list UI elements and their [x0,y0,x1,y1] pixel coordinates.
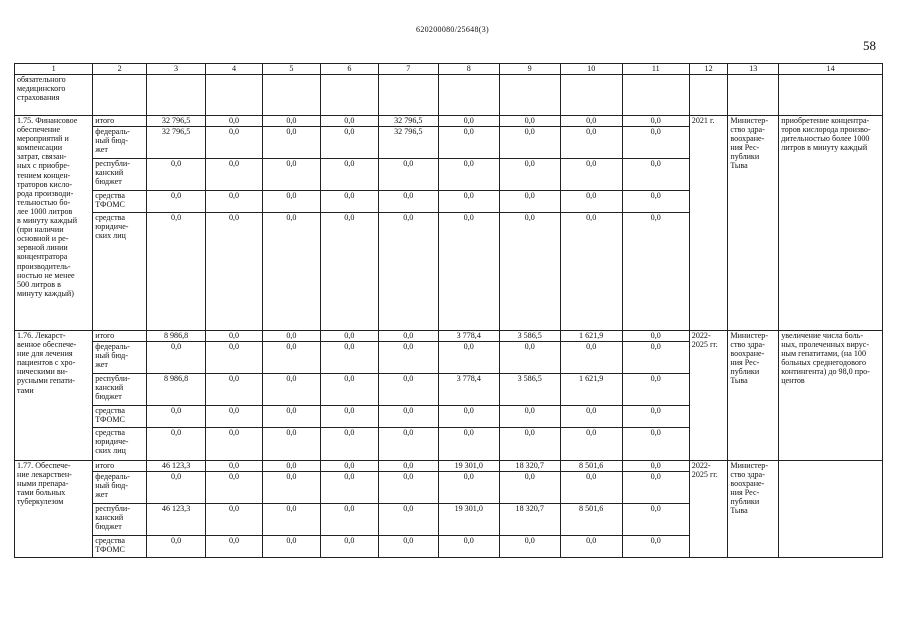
column-header-6: 6 [320,64,378,75]
amount-cell: 0,0 [622,472,689,504]
amount-cell: 0,0 [262,213,320,331]
amount-cell: 0,0 [320,159,378,191]
empty-cell [320,75,378,116]
amount-cell: 0,0 [378,461,438,472]
amount-cell: 0,0 [560,191,622,213]
amount-cell: 0,0 [262,127,320,159]
funding-source-cell: итого [93,116,147,127]
funding-source-cell: федераль- ный бюд- жет [93,342,147,374]
column-header-3: 3 [147,64,206,75]
amount-cell: 0,0 [320,127,378,159]
amount-cell: 0,0 [378,374,438,406]
expected-result-cell: увеличение числа боль- ных, пролеченных вирус- ным гепатитами, (на 100 больных среднегодового контингента) до 98,0 про- центов [779,331,883,461]
amount-cell: 0,0 [262,536,320,558]
amount-cell: 0,0 [378,342,438,374]
amount-cell: 0,0 [622,374,689,406]
empty-cell [438,75,499,116]
amount-cell: 0,0 [262,342,320,374]
amount-cell: 0,0 [438,428,499,461]
column-header-4: 4 [206,64,263,75]
amount-cell: 0,0 [206,504,263,536]
amount-cell: 0,0 [262,116,320,127]
table-body [15,64,883,558]
amount-cell: 0,0 [622,406,689,428]
amount-cell: 0,0 [378,406,438,428]
amount-cell: 0,0 [499,536,560,558]
funding-source-cell: средства ТФОМС [93,536,147,558]
amount-cell: 0,0 [206,461,263,472]
column-header-8: 8 [438,64,499,75]
amount-cell: 0,0 [560,472,622,504]
amount-cell: 0,0 [438,536,499,558]
amount-cell: 0,0 [560,536,622,558]
column-header-11: 11 [622,64,689,75]
amount-cell: 0,0 [320,331,378,342]
funding-source-cell: республи- канский бюджет [93,504,147,536]
amount-cell: 0,0 [147,536,206,558]
funding-source-cell: средства юридиче- ских лиц [93,428,147,461]
column-header-9: 9 [499,64,560,75]
column-header-7: 7 [378,64,438,75]
period-cell: 2021 г. [689,116,728,331]
amount-cell: 0,0 [499,428,560,461]
amount-cell: 19 301,0 [438,461,499,472]
amount-cell: 0,0 [560,127,622,159]
amount-cell: 3 586,5 [499,374,560,406]
amount-cell: 0,0 [262,504,320,536]
amount-cell: 8 501,6 [560,504,622,536]
amount-cell: 32 796,5 [147,116,206,127]
amount-cell: 3 586,5 [499,331,560,342]
amount-cell: 18 320,7 [499,504,560,536]
amount-cell: 0,0 [560,428,622,461]
amount-cell: 0,0 [206,428,263,461]
amount-cell: 0,0 [438,472,499,504]
amount-cell: 0,0 [622,213,689,331]
amount-cell: 0,0 [622,159,689,191]
empty-cell [622,75,689,116]
amount-cell: 0,0 [262,159,320,191]
empty-cell [560,75,622,116]
amount-cell: 0,0 [147,406,206,428]
funding-source-cell: средства ТФОМС [93,406,147,428]
amount-cell: 0,0 [560,116,622,127]
amount-cell: 0,0 [147,428,206,461]
amount-cell: 0,0 [560,342,622,374]
column-header-10: 10 [560,64,622,75]
amount-cell: 0,0 [262,331,320,342]
column-header-2: 2 [93,64,147,75]
expected-result-cell [779,461,883,558]
amount-cell: 0,0 [147,213,206,331]
amount-cell: 0,0 [438,159,499,191]
amount-cell: 0,0 [320,116,378,127]
column-header-14: 14 [779,64,883,75]
measure-title-cell: 1.77. Обеспече- ние лекарствен- ными препара- тами больных туберкулезом [15,461,93,558]
amount-cell: 0,0 [438,116,499,127]
amount-cell: 0,0 [378,191,438,213]
amount-cell: 0,0 [378,536,438,558]
amount-cell: 0,0 [262,461,320,472]
amount-cell: 0,0 [622,461,689,472]
page-number: 58 [863,38,876,53]
executor-cell: Министер- ство здра- воохране- ния Рес- публики Тыва [728,116,779,331]
amount-cell: 0,0 [206,159,263,191]
amount-cell: 0,0 [378,213,438,331]
amount-cell: 0,0 [622,127,689,159]
amount-cell: 0,0 [206,191,263,213]
amount-cell: 0,0 [206,116,263,127]
period-cell: 2022- 2025 гг. [689,461,728,558]
amount-cell: 8 986,8 [147,331,206,342]
funding-source-cell: федераль- ный бюд- жет [93,472,147,504]
amount-cell: 0,0 [320,191,378,213]
amount-cell: 3 778,4 [438,374,499,406]
amount-cell: 0,0 [622,116,689,127]
measure-title-cell: 1.76. Лекарст- венное обеспече- ние для лечения пациентов с хро- ническими ви- русными гепати- тами [15,331,93,461]
amount-cell: 0,0 [560,213,622,331]
amount-cell: 0,0 [147,159,206,191]
table-row [15,461,883,472]
amount-cell: 0,0 [206,374,263,406]
amount-cell: 32 796,5 [378,127,438,159]
amount-cell: 0,0 [147,191,206,213]
funding-source-cell: республи- канский бюджет [93,374,147,406]
amount-cell: 0,0 [320,504,378,536]
amount-cell: 0,0 [262,472,320,504]
column-header-13: 13 [728,64,779,75]
amount-cell: 0,0 [320,374,378,406]
funding-source-cell: итого [93,461,147,472]
amount-cell: 0,0 [378,504,438,536]
empty-cell [378,75,438,116]
executor-cell: Министер- ство здра- воохране- ния Рес- публики Тыва [728,461,779,558]
executor-cell: Министер- ство здра- воохране- ния Рес- публики Тыва [728,331,779,461]
amount-cell: 0,0 [206,472,263,504]
period-cell: 2022- 2025 гг. [689,331,728,461]
funding-source-cell: итого [93,331,147,342]
budget-table [14,63,883,558]
empty-cell [779,75,883,116]
amount-cell: 32 796,5 [378,116,438,127]
expected-result-cell: приобретение концентра- торов кислорода произво- дительностью более 1000 литров в минуту каждый [779,116,883,331]
continuation-row [15,75,883,116]
amount-cell: 0,0 [499,472,560,504]
amount-cell: 0,0 [438,191,499,213]
amount-cell: 1 621,9 [560,331,622,342]
amount-cell: 0,0 [262,374,320,406]
amount-cell: 0,0 [622,191,689,213]
amount-cell: 0,0 [262,406,320,428]
funding-source-cell: федераль- ный бюд- жет [93,127,147,159]
amount-cell: 0,0 [499,159,560,191]
amount-cell: 0,0 [206,536,263,558]
amount-cell: 0,0 [622,342,689,374]
amount-cell: 0,0 [262,428,320,461]
amount-cell: 0,0 [320,406,378,428]
amount-cell: 0,0 [438,213,499,331]
header-row [15,64,883,75]
amount-cell: 0,0 [320,461,378,472]
amount-cell: 8 986,8 [147,374,206,406]
amount-cell: 19 301,0 [438,504,499,536]
column-header-5: 5 [262,64,320,75]
amount-cell: 0,0 [499,191,560,213]
measure-title-cell: 1.75. Финансовое обеспечение мероприятий и компенсации затрат, связан- ных с приобре- тением концен- траторов кисло- рода производи- тельностью бо- лее 1000 литров в минуту каждый (при наличии основной и ре- зервной линии концентратора производитель- ностью не менее 500 литров в минуту каждый) [15,116,93,331]
table-row [15,116,883,127]
column-header-12: 12 [689,64,728,75]
amount-cell: 0,0 [320,472,378,504]
amount-cell: 0,0 [206,406,263,428]
empty-cell [206,75,263,116]
amount-cell: 0,0 [320,428,378,461]
amount-cell: 0,0 [560,406,622,428]
table-row [15,331,883,342]
amount-cell: 46 123,3 [147,504,206,536]
amount-cell: 0,0 [499,213,560,331]
column-header-1: 1 [15,64,93,75]
amount-cell: 0,0 [206,213,263,331]
amount-cell: 0,0 [147,472,206,504]
amount-cell: 0,0 [499,342,560,374]
funding-source-cell: средства юридиче- ских лиц [93,213,147,331]
amount-cell: 0,0 [320,342,378,374]
amount-cell: 18 320,7 [499,461,560,472]
amount-cell: 0,0 [262,191,320,213]
amount-cell: 8 501,6 [560,461,622,472]
empty-cell [147,75,206,116]
amount-cell: 32 796,5 [147,127,206,159]
amount-cell: 3 778,4 [438,331,499,342]
amount-cell: 0,0 [622,331,689,342]
continuation-cell: обязательного медицинского страхования [15,75,93,116]
amount-cell: 1 621,9 [560,374,622,406]
amount-cell: 0,0 [499,406,560,428]
amount-cell: 0,0 [320,213,378,331]
amount-cell: 0,0 [206,127,263,159]
empty-cell [689,75,728,116]
amount-cell: 0,0 [622,428,689,461]
amount-cell: 0,0 [320,536,378,558]
amount-cell: 0,0 [378,159,438,191]
amount-cell: 0,0 [378,472,438,504]
amount-cell: 0,0 [378,331,438,342]
amount-cell: 46 123,3 [147,461,206,472]
amount-cell: 0,0 [499,127,560,159]
empty-cell [262,75,320,116]
empty-cell [728,75,779,116]
amount-cell: 0,0 [499,116,560,127]
amount-cell: 0,0 [147,342,206,374]
amount-cell: 0,0 [378,428,438,461]
amount-cell: 0,0 [438,406,499,428]
funding-source-cell: средства ТФОМС [93,191,147,213]
empty-cell [499,75,560,116]
amount-cell: 0,0 [438,127,499,159]
funding-source-cell: республи- канский бюджет [93,159,147,191]
amount-cell: 0,0 [560,159,622,191]
amount-cell: 0,0 [206,342,263,374]
empty-cell [93,75,147,116]
amount-cell: 0,0 [438,342,499,374]
document-id: 620200080/25648(3) [416,25,489,34]
amount-cell: 0,0 [206,331,263,342]
amount-cell: 0,0 [622,536,689,558]
amount-cell: 0,0 [622,504,689,536]
